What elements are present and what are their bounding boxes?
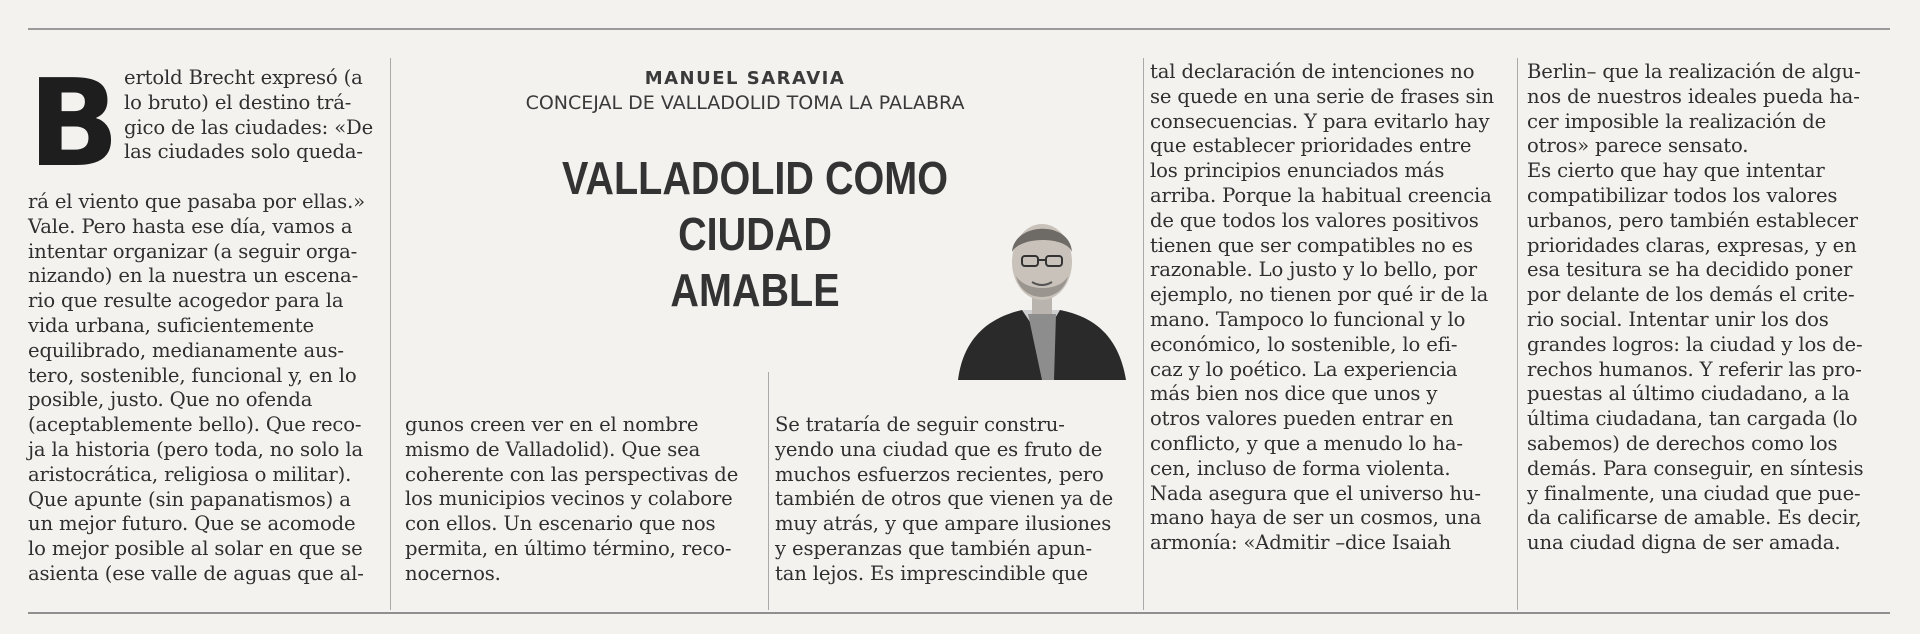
divider-3 <box>1143 58 1144 610</box>
drop-cap: B <box>28 55 120 194</box>
headline <box>484 150 1026 318</box>
column-3-body: Se trataría de seguir constru- yendo una ciudad que es fruto de muchos esfuerzos recientes, pero también de otros que vienen ya de muy atrás, y que ampare ilusiones y esperanzas que también apun- tan lejos. Es imprescindible que <box>775 413 1114 585</box>
top-rule <box>28 28 1890 30</box>
column-1-body: rá el viento que pasaba por ellas.» Vale. Pero hasta ese día, vamos a intentar organizar (a seguir orga- nizando) en la nuestra un escena- rio que resulte acogedor para la vida urbana, suficientemente equilibrado, medianamente aus- tero, sostenible, funcional y, en lo posible, justo. Que no ofenda (aceptablemente bello). Que reco- ja la historia (pero toda, no solo la aristocrática, religiosa o militar). Que apunte (sin papanatismos) a un mejor futuro. Que se acomode lo mejor posible al solar en que se asienta (ese valle de aguas que al- <box>28 190 365 585</box>
column-4-body: tal declaración de intenciones no se quede en una serie de frases sin consecuencias. Y para evitarlo hay que establecer prioridades entre los principios enunciados más arriba. Porque la habitual creencia de que todos los valores positivos tienen que ser compatibles no es razonable. Lo justo y lo bello, por ejemplo, no tienen por qué ir de la mano. Tampoco lo funcional y lo económico, lo sostenible, lo efi- caz y lo poético. La experiencia más bien nos dice que unos y otros valores pueden entrar en conflicto, y que a menudo lo ha- cen, incluso de forma violenta. Nada asegura que el universo hu- mano haya de ser un cosmos, una armonía: «Admitir –dice Isaiah <box>1150 60 1494 555</box>
headline-line-2: AMABLE <box>670 264 840 316</box>
headline-line-1: VALLADOLID COMO CIUDAD <box>561 152 949 260</box>
column-5-body: Berlin– que la realización de algu- nos de nuestros ideales pueda ha- cer imposible la realización de otros» parece sensato. Es cierto que hay que intentar compatibilizar todos los valores urbanos, pero también establecer prioridades claras, expresas, y en esa tesitura se ha decidido poner por delante de los demás el crite- rio social. Intentar unir los dos grandes logros: la ciudad y los de- rechos humanos. Y referir las pro- puestas al último ciudadano, a la última ciudadana, tan cargada (lo sabemos) de derechos como los demás. Para conseguir, en síntesis y finalmente, una ciudad que pue- da calificarse de amable. Es decir, una ciudad digna de ser amada. <box>1527 60 1864 555</box>
column-2-body: gunos creen ver en el nombre mismo de Valladolid). Que sea coherente con las perspectivas de los municipios vecinos y colabore con ellos. Un escenario que nos permita, en último término, reco- nocernos. <box>405 413 739 585</box>
divider-4 <box>1517 58 1518 610</box>
author-portrait <box>950 212 1132 380</box>
divider-2 <box>768 372 769 610</box>
author-role: CONCEJAL DE VALLADOLID TOMA LA PALABRA <box>525 92 965 114</box>
divider-1 <box>390 58 391 610</box>
column-1-top: ertold Brecht expresó (a lo bruto) el destino trá- gico de las ciudades: «De las ciudades solo queda- <box>124 66 374 164</box>
bottom-rule <box>28 612 1890 614</box>
author-name: MANUEL SARAVIA <box>644 68 846 89</box>
